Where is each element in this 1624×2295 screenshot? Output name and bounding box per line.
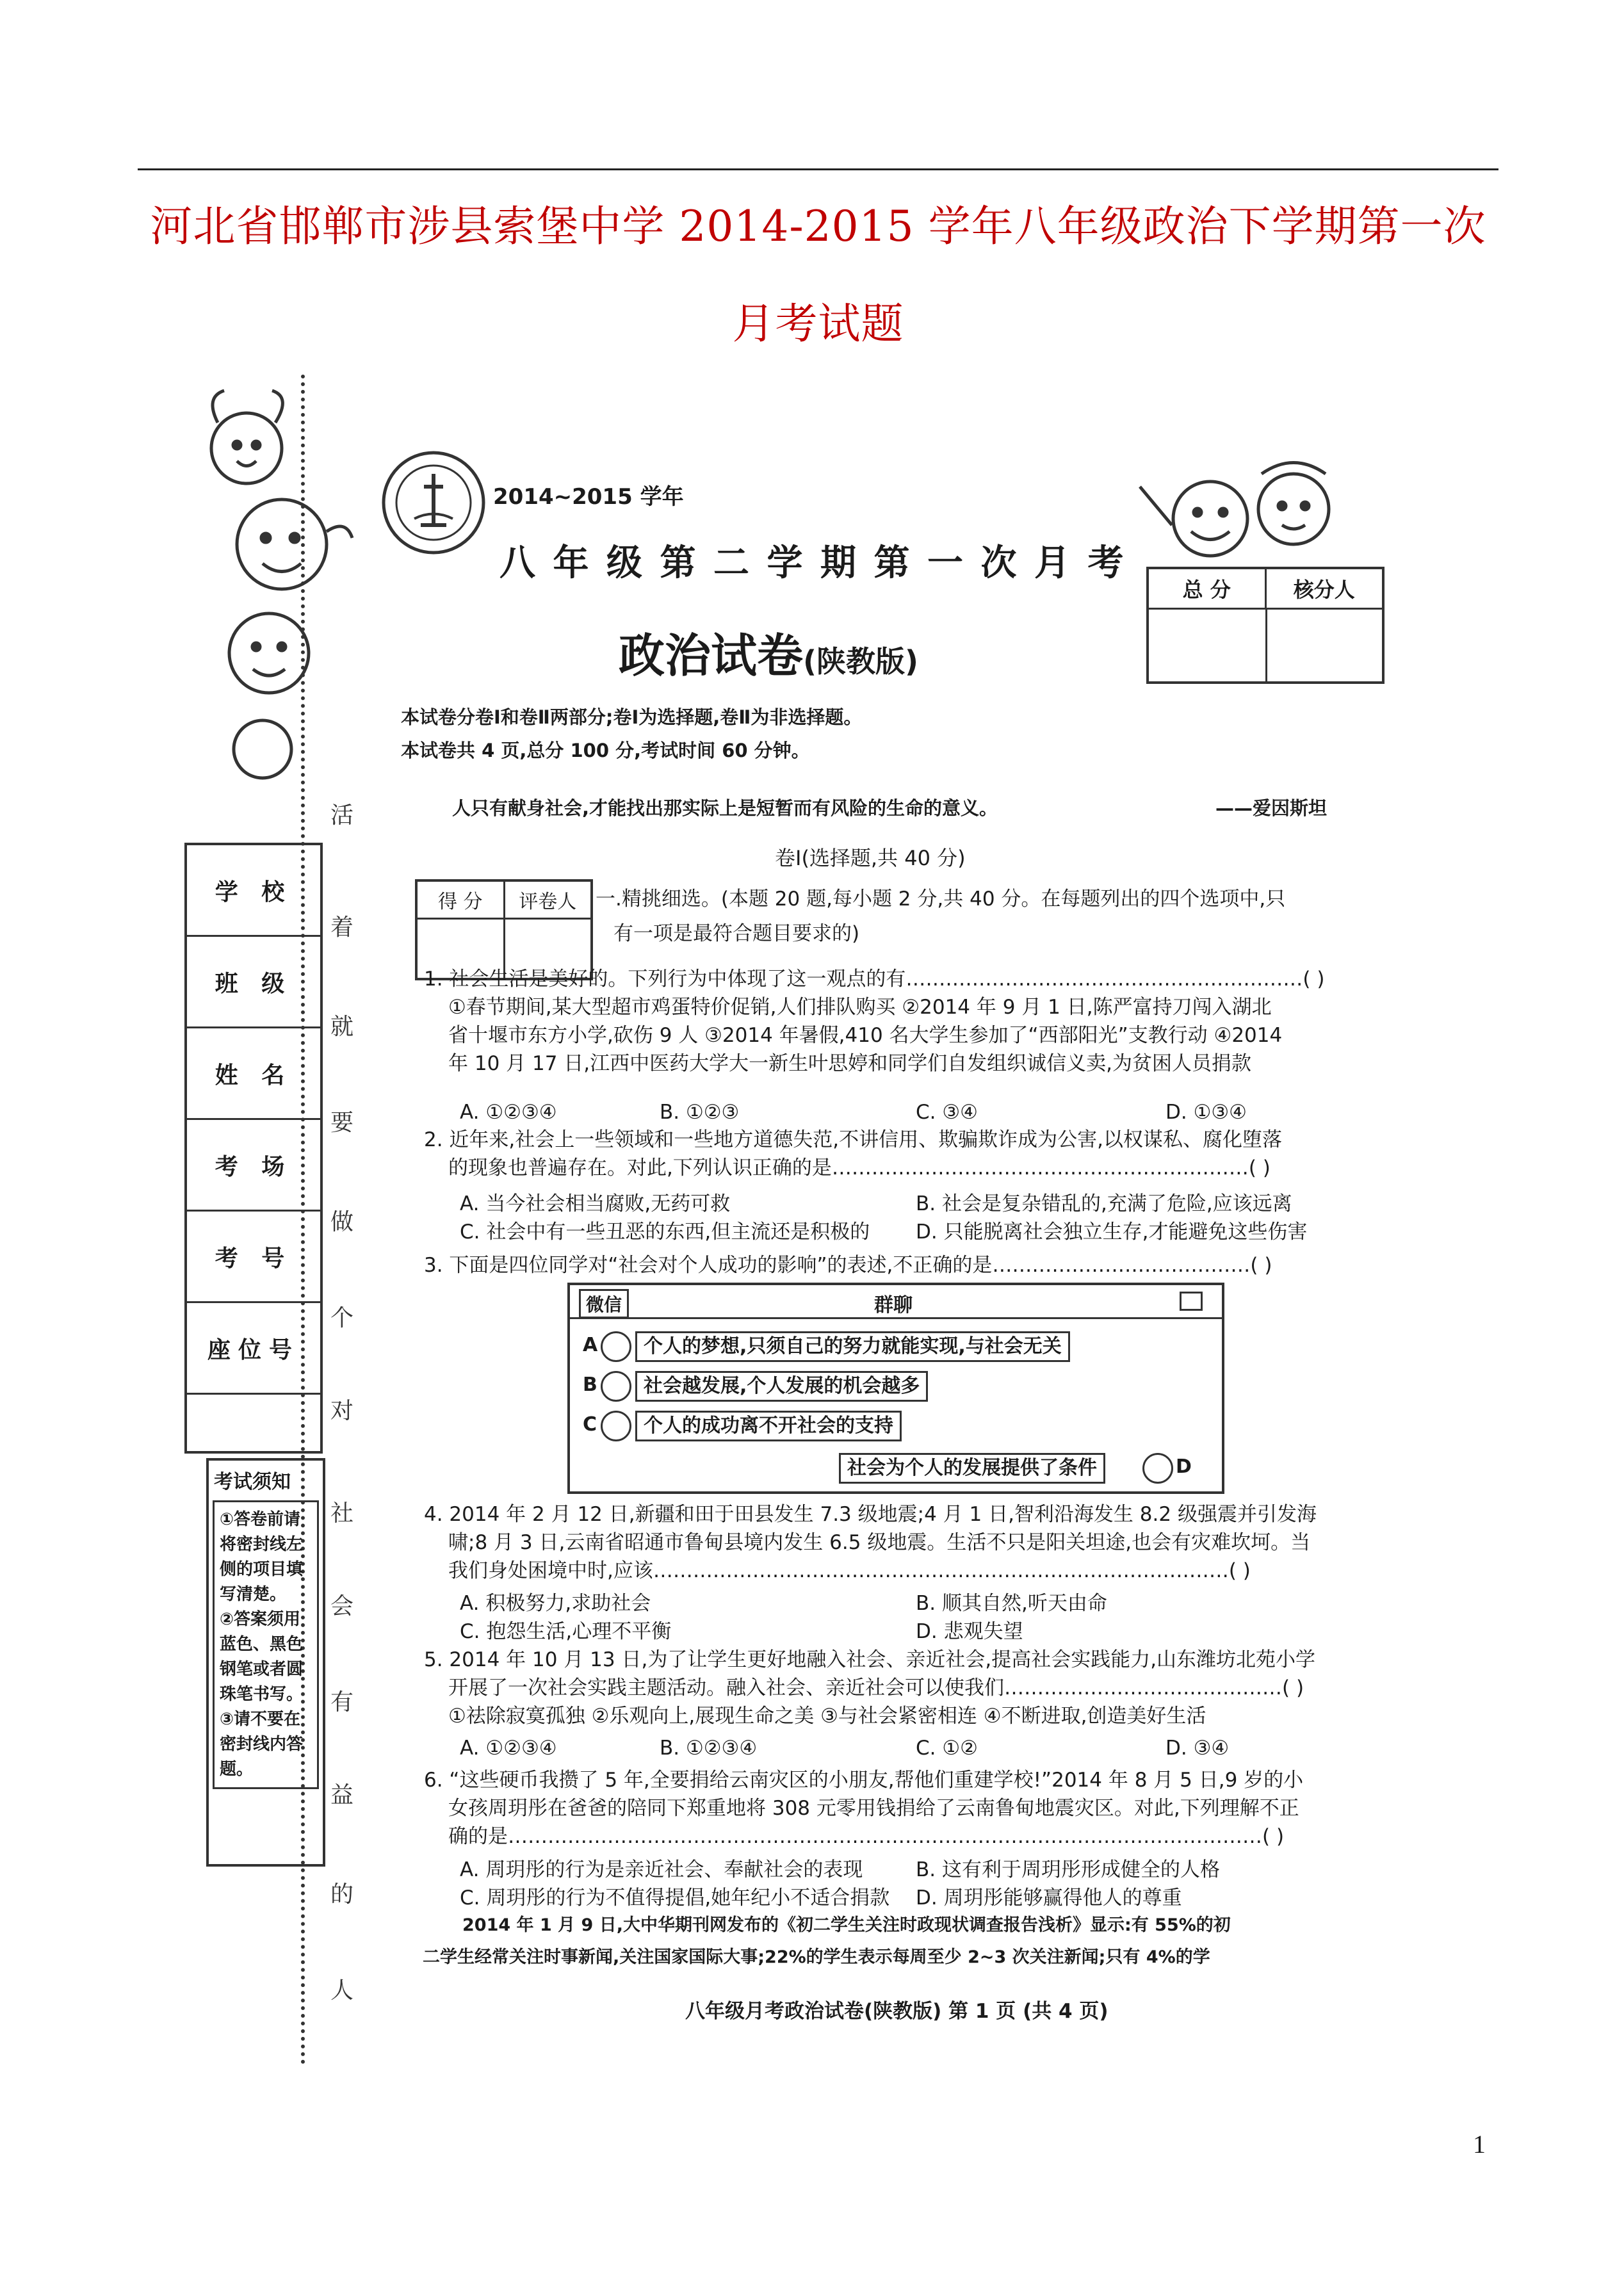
question-2-stem-line: 的现象也普遍存在。对此,下列认识正确的是………………………………………………………( ) bbox=[448, 1156, 1271, 1180]
question-5-option[interactable]: D. ③④ bbox=[1165, 1737, 1230, 1760]
chat-title: 群聊 bbox=[874, 1294, 913, 1317]
question-5-stem-line: 开展了一次社会实践主题活动。融入社会、亲近社会可以使我们……………………………………( ) bbox=[448, 1676, 1304, 1699]
score-box-checker-label: 核分人 bbox=[1293, 578, 1355, 602]
trailing-text-1: 2014 年 1 月 9 日,大中华期刊网发布的《初二学生关注时政现状调查报告浅析》显示:有 55%的初 bbox=[462, 1915, 1231, 1935]
seal-line-motto-char: 做 bbox=[330, 1209, 354, 1235]
exam-notice-title: 考试须知 bbox=[214, 1471, 291, 1493]
exam-instruction-1: 本试卷分卷Ⅰ和卷Ⅱ两部分;卷Ⅰ为选择题,卷Ⅱ为非选择题。 bbox=[401, 706, 863, 728]
question-2-stem-line: 2. 近年来,社会上一些领域和一些地方道德失范,不讲信用、欺骗欺诈成为公害,以权谋私、腐化堕落 bbox=[424, 1128, 1282, 1151]
exam-notice-body bbox=[213, 1500, 319, 1789]
question-5-option[interactable]: C. ①② bbox=[916, 1737, 978, 1760]
question-5-option[interactable]: B. ①②③④ bbox=[660, 1737, 758, 1760]
seal-line-motto-char: 着 bbox=[330, 914, 354, 941]
grader-box-score-label: 得 分 bbox=[418, 882, 505, 918]
chat-message-d: 社会为个人的发展提供了条件 bbox=[839, 1453, 1105, 1484]
info-field-class: 班 级 bbox=[187, 937, 320, 1028]
question-6-option[interactable]: C. 周玥彤的行为不值得提倡,她年纪小不适合捐款 bbox=[460, 1886, 890, 1910]
school-seal-icon bbox=[379, 448, 488, 557]
exam-subtitle: 八 年 级 第 二 学 期 第 一 次 月 考 bbox=[499, 542, 1126, 584]
header-rule bbox=[138, 168, 1498, 170]
question-4-stem-line: 我们身处困境中时,应该……………………………………………………………………………( ) bbox=[448, 1559, 1251, 1582]
section-heading: 卷Ⅰ(选择题,共 40 分) bbox=[775, 846, 966, 870]
exam-footer: 八年级月考政治试卷(陕教版) 第 1 页 (共 4 页) bbox=[685, 2000, 1108, 2023]
score-box bbox=[1146, 567, 1384, 684]
question-4-option[interactable]: B. 顺其自然,听天由命 bbox=[916, 1592, 1107, 1615]
seal-line-motto-char: 要 bbox=[330, 1110, 354, 1136]
exam-edition: (陕教版) bbox=[803, 644, 919, 679]
question-1-option[interactable]: A. ①②③④ bbox=[460, 1101, 557, 1124]
question-6-option[interactable]: B. 这有利于周玥彤形成健全的人格 bbox=[916, 1858, 1220, 1881]
question-6-stem-line: 6. “这些硬币我攒了 5 年,全要捐给云南灾区的小朋友,帮他们重建学校!”2014 年 8 月 5 日,9 岁的小 bbox=[424, 1769, 1304, 1792]
seal-line-motto-char: 对 bbox=[330, 1398, 354, 1424]
info-field-name: 姓 名 bbox=[187, 1028, 320, 1120]
seal-line-motto-char: 益 bbox=[330, 1782, 354, 1808]
exam-notice-box bbox=[206, 1458, 325, 1867]
exam-quote-author: ——爱因斯坦 bbox=[1215, 797, 1328, 819]
trailing-text-2: 二学生经常关注时事新闻,关注国家国际大事;22%的学生表示每周至少 2~3 次关注新闻;只有 4%的学 bbox=[423, 1947, 1210, 1967]
avatar-icon bbox=[1142, 1453, 1173, 1484]
cartoon-kids-right-illustration bbox=[1114, 448, 1383, 576]
question-1-stem-line: 年 10 月 17 日,江西中医药大学大一新生叶思婷和同学们自发组织诚信义卖,为贫困人员捐款 bbox=[448, 1052, 1252, 1075]
chat-header bbox=[570, 1285, 1222, 1319]
question-4-option[interactable]: A. 积极努力,求助社会 bbox=[460, 1592, 651, 1615]
chat-message-a: 个人的梦想,只须自己的努力就能实现,与社会无关 bbox=[635, 1331, 1070, 1362]
info-field-exam-number: 考 号 bbox=[187, 1212, 320, 1303]
question-5-stem-line: ①祛除寂寞孤独 ②乐观向上,展现生命之美 ③与社会紧密相连 ④不断进取,创造美好生活 bbox=[448, 1705, 1206, 1728]
question-1-stem-line: ①春节期间,某大型超市鸡蛋特价促销,人们排队购买 ②2014 年 9 月 1 日,陈严富持刀闯入湖北 bbox=[448, 996, 1272, 1019]
grader-box-grader-label: 评卷人 bbox=[519, 891, 577, 913]
seal-line-motto-char: 人 bbox=[330, 1977, 354, 2004]
question-5-stem-line: 5. 2014 年 10 月 13 日,为了让学生更好地融入社会、亲近社会,提高社会实践能力,山东潍坊北苑小学 bbox=[424, 1648, 1316, 1671]
question-3-stem-line: 3. 下面是四位同学对“社会对个人成功的影响”的表述,不正确的是…………………………………( ) bbox=[424, 1254, 1272, 1277]
chat-message-c: 个人的成功离不开社会的支持 bbox=[635, 1411, 902, 1441]
chat-message-b: 社会越发展,个人发展的机会越多 bbox=[635, 1371, 928, 1402]
question-1-option[interactable]: C. ③④ bbox=[916, 1101, 978, 1124]
question-6-stem-line: 女孩周玥彤在爸爸的陪同下郑重地将 308 元零用钱捐给了云南鲁甸地震灾区。对此,下列理解不正 bbox=[448, 1797, 1299, 1820]
info-field-school: 学 校 bbox=[187, 845, 320, 937]
student-info-table bbox=[184, 843, 323, 1454]
exam-notice-item: ②答案须用蓝色、黑色钢笔或者圆珠笔书写。 bbox=[220, 1610, 304, 1704]
question-4-stem-line: 4. 2014 年 2 月 12 日,新疆和田于田县发生 7.3 级地震;4 月 1 日,智利沿海发生 8.2 级强震并引发海 bbox=[424, 1503, 1317, 1526]
question-1-stem-line: 省十堰市东方小学,砍伤 9 人 ③2014 年暑假,410 名大学生参加了“西部阳光”支教行动 ④2014 bbox=[448, 1024, 1283, 1047]
chat-label-b: B bbox=[583, 1374, 597, 1396]
question-6-option[interactable]: A. 周玥彤的行为是亲近社会、奉献社会的表现 bbox=[460, 1858, 863, 1881]
question-6-option[interactable]: D. 周玥彤能够赢得他人的尊重 bbox=[916, 1886, 1182, 1910]
exam-title: 政治试卷 bbox=[619, 629, 804, 683]
info-field-seat-number: 座位号 bbox=[187, 1303, 320, 1395]
document-title-line-1: 河北省邯郸市涉县索堡中学 2014-2015 学年八年级政治下学期第一次 bbox=[150, 202, 1486, 251]
info-field-blank bbox=[187, 1395, 320, 1451]
document-title-line-2: 月考试题 bbox=[732, 299, 904, 348]
seal-line-motto-char: 社 bbox=[330, 1500, 354, 1527]
question-6-stem-line: 确的是……………………………………………………………………………………………………( ) bbox=[448, 1825, 1285, 1848]
question-2-option[interactable]: C. 社会中有一些丑恶的东西,但主流还是积极的 bbox=[460, 1220, 870, 1244]
exam-notice-item: ①答卷前请将密封线左侧的项目填写清楚。 bbox=[220, 1510, 304, 1604]
seal-line-motto-char: 活 bbox=[330, 802, 354, 829]
exam-quote: 人只有献身社会,才能找出那实际上是短暂而有风险的生命的意义。 bbox=[452, 797, 998, 819]
chat-label-a: A bbox=[583, 1334, 598, 1356]
seal-line-motto-char: 的 bbox=[330, 1881, 354, 1908]
section-instruction-a: 一.精挑细选。(本题 20 题,每小题 2 分,共 40 分。在每题列出的四个选项中,只 bbox=[596, 888, 1286, 911]
chat-app-label: 微信 bbox=[579, 1289, 629, 1318]
question-1-option[interactable]: D. ①③④ bbox=[1165, 1101, 1247, 1124]
question-5-option[interactable]: A. ①②③④ bbox=[460, 1737, 557, 1760]
chat-label-c: C bbox=[583, 1413, 597, 1436]
avatar-icon bbox=[601, 1371, 631, 1402]
question-2-option[interactable]: A. 当今社会相当腐败,无药可救 bbox=[460, 1192, 731, 1215]
chat-menu-icon bbox=[1180, 1292, 1203, 1311]
avatar-icon bbox=[601, 1411, 631, 1441]
wechat-group-chat bbox=[567, 1283, 1224, 1494]
exam-title-block bbox=[619, 619, 918, 685]
seal-line-motto-char: 就 bbox=[330, 1014, 354, 1040]
seal-line-motto-char: 个 bbox=[330, 1305, 354, 1331]
question-4-option[interactable]: D. 悲观失望 bbox=[916, 1620, 1023, 1643]
question-2-option[interactable]: D. 只能脱离社会独立生存,才能避免这些伤害 bbox=[916, 1220, 1308, 1244]
chat-label-d: D bbox=[1176, 1456, 1192, 1478]
question-2-option[interactable]: B. 社会是复杂错乱的,充满了危险,应该远离 bbox=[916, 1192, 1292, 1215]
seal-line-motto-char: 有 bbox=[330, 1689, 354, 1715]
question-1-stem-line: 1. 社会生活是美好的。下列行为中体现了这一观点的有……………………………………………………( ) bbox=[424, 968, 1325, 991]
info-field-exam-room: 考 场 bbox=[187, 1120, 320, 1212]
exam-notice-item: ③请不要在密封线内答题。 bbox=[220, 1710, 304, 1779]
page-number: 1 bbox=[1473, 2130, 1486, 2159]
question-4-option[interactable]: C. 抱怨生活,心理不平衡 bbox=[460, 1620, 672, 1643]
exam-year: 2014~2015 学年 bbox=[493, 484, 684, 510]
question-4-stem-line: 啸;8 月 3 日,云南省昭通市鲁甸县境内发生 6.5 级地震。生活不只是阳关坦途,也会有灾难坎坷。当 bbox=[448, 1531, 1311, 1554]
section-instruction-b: 有一项是最符合题目要求的) bbox=[613, 922, 860, 945]
seal-line-motto-char: 会 bbox=[330, 1593, 354, 1619]
question-1-option[interactable]: B. ①②③ bbox=[660, 1101, 740, 1124]
avatar-icon bbox=[601, 1331, 631, 1362]
exam-instruction-2: 本试卷共 4 页,总分 100 分,考试时间 60 分钟。 bbox=[401, 740, 810, 761]
score-box-total-label: 总 分 bbox=[1149, 569, 1267, 608]
